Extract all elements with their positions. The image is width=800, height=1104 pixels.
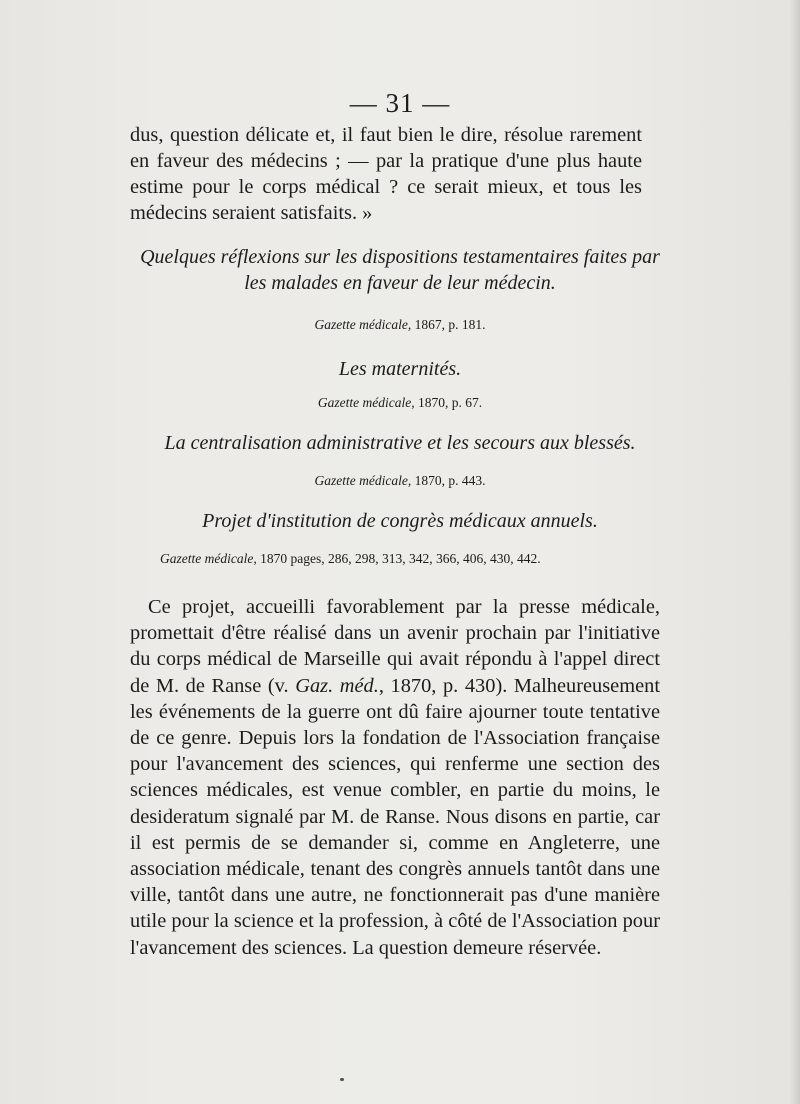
entry-title-2: Les maternités. <box>338 358 462 380</box>
entry-source-name-1: Gazette médicale, <box>314 317 412 332</box>
opening-paragraph: dus, question délicate et, il faut bien le dire, résolue rarement en faveur des médecins ; — par la pratique d'une plus haute estime pour le corps médical ? ce serait mieux, et tous les médecins seraient satisfaits. » <box>130 124 642 224</box>
entry-source-name-4: Gazette médicale, <box>160 551 257 566</box>
entry-source-ref-4: 1870 pages, 286, 298, 313, 342, 366, 406, 430, 442. <box>260 551 541 566</box>
page-edge-shadow <box>790 0 800 1104</box>
entry-source-ref-2: 1870, p. 67. <box>417 395 483 410</box>
print-speck <box>340 1078 344 1081</box>
entry-source-4 <box>160 550 630 568</box>
closing-paragraph-part-1: Ce projet, accueilli favorablement par la presse médicale, promettait d'être réalisé dans un avenir prochain par l'initiative du corps médical de Marseille qui avait répondu à l'appel direct de M. de Ranse (v. <box>130 596 660 697</box>
entry-source-ref-1: 1867, p. 181. <box>414 317 486 332</box>
entry-source-3 <box>100 472 700 490</box>
entry-title-1: Quelques réflexions sur les dispositions testamentaires faites par les malades en faveur de leur médecin. <box>140 246 660 294</box>
closing-paragraph-part-2: , 1870, p. 430). Malheureusement les événements de la guerre ont dû faire ajourner toute tentative de ce genre. Depuis lors la fondation de l'Association française pour l'avancement des sciences, qui renferme une section des sciences médicales, est venue combler, en partie du moins, le desideratum signalé par M. de Ranse. Nous disons en partie, car il est permis de se demander si, comme en Angleterre, une association médicale, tenant des congrès annuels tantôt dans une ville, tantôt dans une autre, ne fonctionnerait pas d'une manière utile pour la science et la profession, à côté de l'Association pour l'avancement des sciences. La question demeure réservée. <box>130 674 660 959</box>
closing-paragraph-citation: Gaz. méd. <box>295 674 379 697</box>
entry-source-name-3: Gazette médicale, <box>314 473 412 488</box>
entry-title-3: La centralisation administrative et les secours aux blessés. <box>164 432 636 454</box>
entry-source-1 <box>100 316 700 334</box>
entry-source-name-2: Gazette médicale, <box>317 395 415 410</box>
entry-title-4: Projet d'institution de congrès médicaux annuels. <box>202 510 598 532</box>
closing-paragraph <box>130 594 660 961</box>
entry-source-ref-3: 1870, p. 443. <box>414 473 486 488</box>
entry-source-2 <box>100 394 700 412</box>
page-number: — 31 — <box>349 88 451 118</box>
